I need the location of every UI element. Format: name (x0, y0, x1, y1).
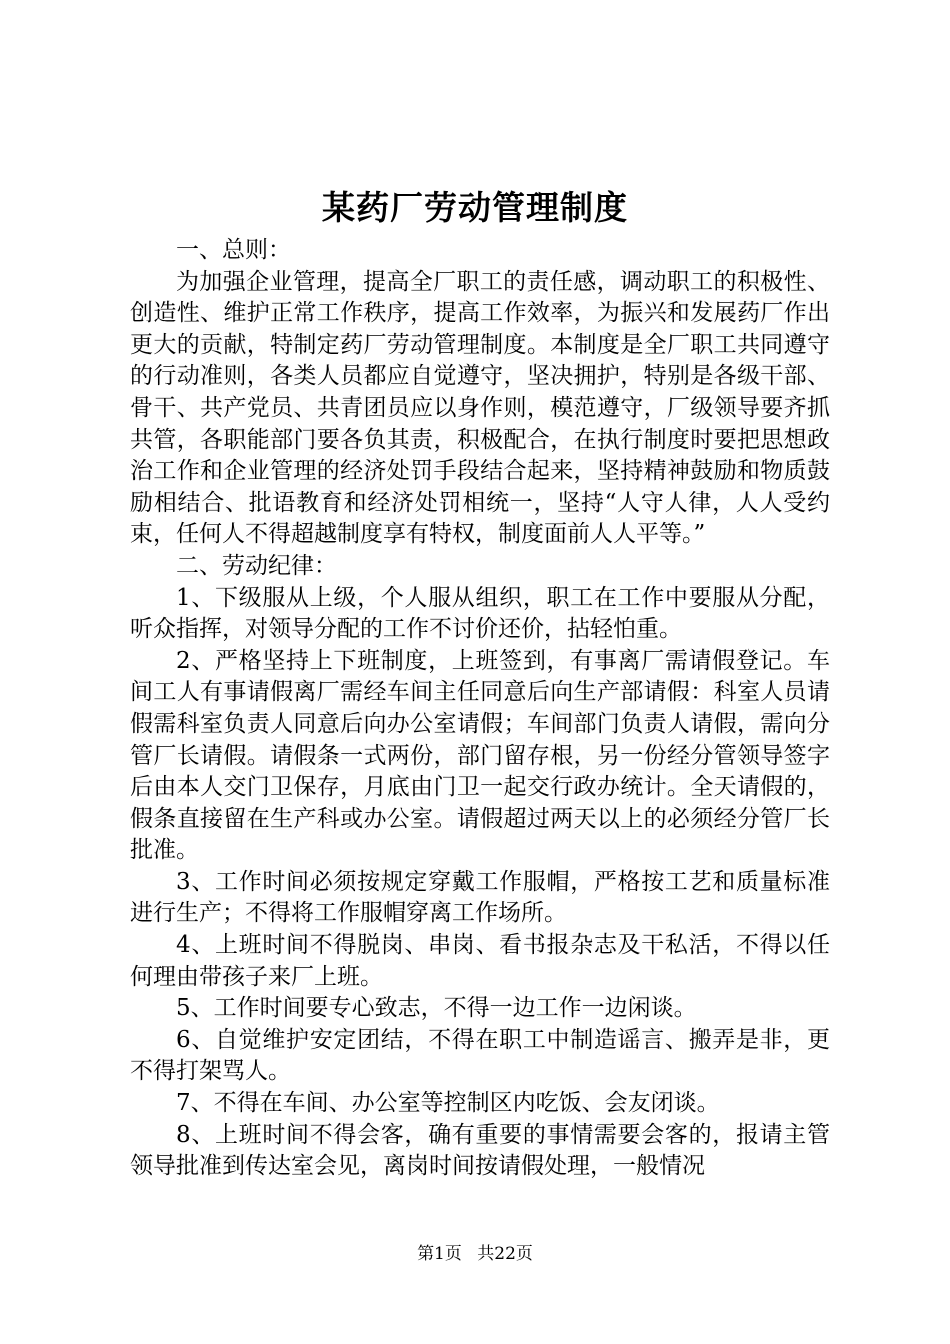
rule-item-2: 2、严格坚持上下班制度，上班签到，有事离厂需请假登记。车间工人有事请假离厂需经车间主任同意后向生产部请假：科室人员请假需科室负责人同意后向办公室请假；车间部门负责人请假，需向分管厂长请假。请假条一式两份，部门留存根，另一份经分管领导签字后由本人交门卫保存，月底由门卫一起交行政办统计。全天请假的，假条直接留在生产科或办公室。请假超过两天以上的必须经分管厂长批准。 (130, 647, 830, 864)
paragraph-general-intro: 为加强企业管理，提高全厂职工的责任感，调动职工的积极性、创造性、维护正常工作秩序，提高工作效率，为振兴和发展药厂作出更大的贡献，特制定药厂劳动管理制度。本制度是全厂职工共同遵守的行动准则，各类人员都应自觉遵守，坚决拥护，特别是各级干部、骨干、共产党员、共青团员应以身作则，模范遵守，厂级领导要齐抓共管，各职能部门要各负其责，积极配合，在执行制度时要把思想政治工作和企业管理的经济处罚手段结合起来，坚持精神鼓励和物质鼓励相结合、批语教育和经济处罚相统一，坚持“人守人律，人人受约束，任何人不得超越制度享有特权，制度面前人人平等。” (130, 268, 830, 548)
section-heading-discipline: 二、劳动纪律： (176, 552, 337, 579)
rule-item-7: 7、不得在车间、办公室等控制区内吃饭、会友闭谈。 (176, 1090, 720, 1117)
rule-item-4: 4、上班时间不得脱岗、串岗、看书报杂志及干私活，不得以任何理由带孩子来厂上班。 (130, 932, 830, 990)
rule-item-5: 5、工作时间要专心致志，不得一边工作一边闲谈。 (176, 995, 697, 1022)
section-heading-general: 一、总则： (176, 237, 291, 263)
document-title: 某药厂劳动管理制度 (322, 188, 628, 227)
page-number-current: 第1页 (417, 1244, 462, 1264)
document-body (130, 235, 830, 1183)
page-footer (0, 1242, 950, 1266)
rule-item-6: 6、自觉维护安定团结，不得在职工中制造谣言、搬弄是非，更不得打架骂人。 (130, 1026, 830, 1085)
rule-item-8: 8、上班时间不得会客，确有重要的事情需要会客的，报请主管领导批准到传达室会见，离岗时间按请假处理，一般情况 (130, 1121, 830, 1180)
rule-item-3: 3、工作时间必须按规定穿戴工作服帽，严格按工艺和质量标准进行生产；不得将工作服帽穿离工作场所。 (130, 868, 830, 927)
rule-item-1: 1、下级服从上级，个人服从组织，职工在工作中要服从分配，听众指挥，对领导分配的工作不讨价还价，拈轻怕重。 (130, 584, 830, 643)
page-number-total: 共22页 (477, 1244, 533, 1264)
